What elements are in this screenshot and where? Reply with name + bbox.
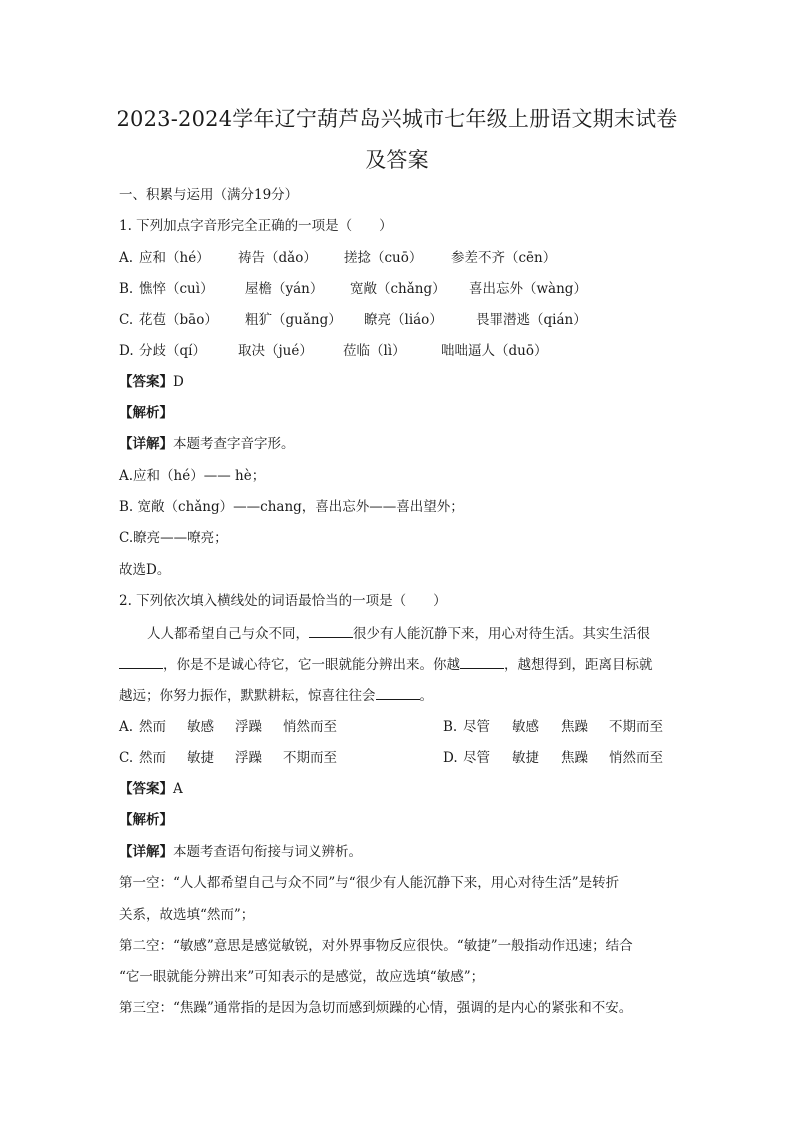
option-item: 悄然而至: [609, 750, 663, 766]
option-label: A.: [119, 719, 134, 735]
q1-option-a: [119, 249, 679, 267]
option-item: 悄然而至: [283, 719, 337, 735]
q2-explain-line: “它一眼就能分辨出来”可知表示的是感觉，故应选填“敏感”；: [119, 969, 485, 985]
q1-note: C.瞭亮——嘹亮；: [119, 530, 228, 546]
answer-label: 【答案】: [119, 781, 173, 797]
option-label: D.: [119, 343, 134, 359]
q2-options-row-2: [119, 749, 679, 767]
detail-label: 【详解】: [119, 844, 173, 860]
option-item: 宽敞（chǎng）: [350, 281, 446, 297]
q2-detail: [119, 843, 679, 861]
option-item: 莅临（lì）: [343, 343, 406, 359]
option-item: 浮躁: [235, 719, 262, 735]
q1-analysis-label: 【解析】: [119, 405, 173, 421]
passage-text: 很少有人能沉静下来，用心对待生活。其实生活很: [353, 626, 650, 642]
question-1-stem: 1. 下列加点字音形完全正确的一项是（ ）: [119, 218, 393, 234]
document-title-line-2: 及答案: [365, 148, 429, 172]
option-item: 敏捷: [187, 750, 214, 766]
fill-blank: [119, 655, 163, 669]
option-label: D.: [443, 750, 458, 766]
option-item: 然而: [139, 719, 166, 735]
detail-text: 本题考查语句衔接与词义辨析。: [173, 844, 362, 860]
option-label: C.: [119, 750, 134, 766]
fill-blank: [460, 655, 504, 669]
q2-explain-line: 第二空：“敏感”意思是感觉敏锐，对外界事物反应很快。“敏捷”一般指动作迅速；结合: [119, 938, 633, 954]
q1-note: A.应和（hé）—— hè；: [119, 468, 266, 484]
option-item: 搓捻（cuō）: [344, 250, 423, 266]
q2-passage-line-1: [147, 624, 707, 643]
document-title-line-1: 2023-2024学年辽宁葫芦岛兴城市七年级上册语文期末试卷: [116, 107, 678, 131]
answer-value: A: [173, 781, 183, 797]
q2-passage-line-2: [119, 655, 679, 674]
section-heading: 一、积累与运用（满分19分）: [119, 187, 299, 203]
q2-analysis-label: 【解析】: [119, 812, 173, 828]
option-item: 粗犷（guǎng）: [245, 312, 342, 328]
passage-text: 人人都希望自己与众不同，: [147, 626, 309, 642]
q1-option-b: [119, 280, 679, 298]
option-item: 喜出忘外（wàng）: [469, 281, 587, 297]
option-item: 不期而至: [283, 750, 337, 766]
q1-note: B. 宽敞（chǎng）——chang，喜出忘外——喜出望外；: [119, 499, 464, 515]
q1-answer: [119, 373, 679, 391]
q1-note: 故选D。: [119, 562, 171, 578]
passage-text: 。: [419, 688, 433, 704]
option-item: 浮躁: [235, 750, 262, 766]
fill-blank: [376, 686, 420, 700]
detail-label: 【详解】: [119, 436, 173, 452]
q1-option-d: [119, 342, 679, 360]
option-item: 取决（jué）: [238, 343, 313, 359]
option-item: 花苞（bāo）: [139, 312, 218, 328]
option-item: 参差不齐（cēn）: [451, 250, 557, 266]
q2-answer: [119, 780, 679, 798]
answer-value: D: [173, 374, 184, 390]
option-label: B.: [443, 719, 458, 735]
option-item: 不期而至: [609, 719, 663, 735]
passage-text: ，越想得到，距离目标就: [504, 657, 653, 673]
option-item: 敏感: [187, 719, 214, 735]
option-item: 尽管: [463, 750, 490, 766]
option-label: A.: [119, 250, 134, 266]
question-2-stem: 2. 下列依次填入横线处的词语最恰当的一项是（ ）: [119, 593, 447, 609]
passage-text: ，你是不是诚心待它，它一眼就能分辨出来。你越: [163, 657, 460, 673]
fill-blank: [309, 624, 353, 638]
q2-options-row-1: [119, 718, 679, 736]
option-item: 尽管: [463, 719, 490, 735]
q2-explain-line: 第一空：“人人都希望自己与众不同”与“很少有人能沉静下来，用心对待生活”是转折: [119, 875, 620, 891]
passage-text: 越远；你努力振作，默默耕耘，惊喜往往会: [119, 688, 376, 704]
q2-passage-line-3: [119, 686, 679, 705]
q2-explain-line: 关系，故选填“然而”；: [119, 907, 255, 923]
option-item: 咄咄逼人（duō）: [441, 343, 548, 359]
option-item: 分歧（qí）: [139, 343, 206, 359]
q2-explain-line: 第三空：“焦躁”通常指的是因为急切而感到烦躁的心情，强调的是内心的紧张和不安。: [119, 1000, 633, 1016]
option-item: 敏感: [512, 719, 539, 735]
answer-label: 【答案】: [119, 374, 173, 390]
option-item: 焦躁: [561, 750, 588, 766]
option-item: 憔悴（cuì）: [139, 281, 214, 297]
option-item: 畏罪潜逃（qián）: [476, 312, 587, 328]
option-item: 瞭亮（liáo）: [364, 312, 443, 328]
option-item: 应和（hé）: [139, 250, 210, 266]
option-label: B.: [119, 281, 134, 297]
option-label: C.: [119, 312, 134, 328]
option-item: 祷告（dǎo）: [238, 250, 317, 266]
q1-detail: [119, 435, 679, 453]
q1-option-c: [119, 311, 679, 329]
option-item: 然而: [139, 750, 166, 766]
detail-text: 本题考查字音字形。: [173, 436, 295, 452]
option-item: 屋檐（yán）: [245, 281, 324, 297]
option-item: 焦躁: [561, 719, 588, 735]
option-item: 敏捷: [512, 750, 539, 766]
